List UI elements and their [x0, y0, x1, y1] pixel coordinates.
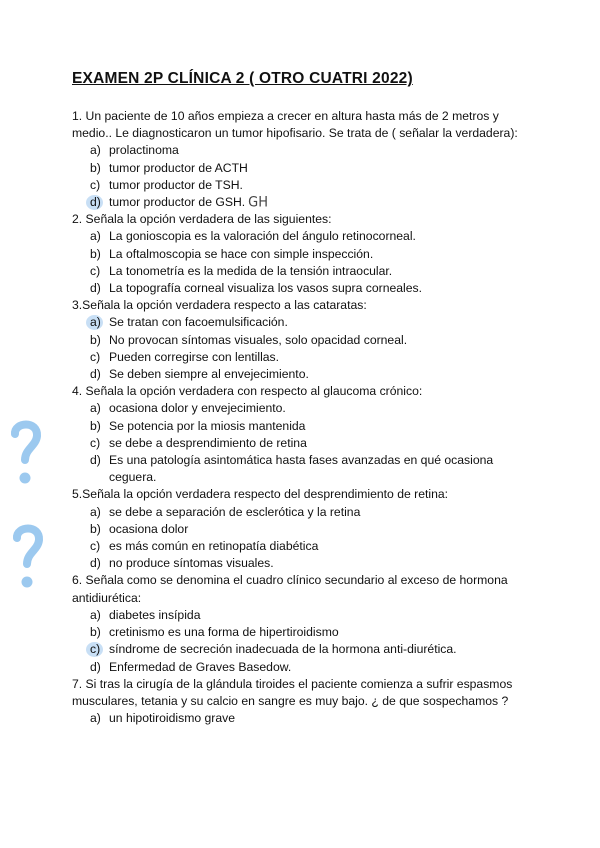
exam-body [72, 108, 532, 727]
question-5-options [72, 504, 532, 573]
question-2-options [72, 228, 532, 297]
question-3: 3.Señala la opción verdadera respecto a las cataratas: [72, 298, 367, 313]
option-3a: a) Se tratan con facoemulsificación. [72, 314, 532, 331]
question-3-options [72, 314, 532, 383]
option-2c: c) La tonometría es la medida de la tensión intraocular. [90, 263, 393, 278]
option-4c: c) se debe a desprendimiento de retina [90, 435, 307, 450]
option-1d: d) tumor productor de GSH. GH [72, 194, 532, 211]
question-4: 4. Señala la opción verdadera con respecto al glaucoma crónico: [72, 384, 423, 399]
option-4a: a) ocasiona dolor y envejecimiento. [90, 401, 286, 416]
question-7: 7. Si tras la cirugía de la glándula tiroides el paciente comienza a sufrir espasmos musculares, tetania y su calcio en sangre es muy bajo. ¿ de que sospechamos ? [72, 676, 513, 708]
option-4b: b) Se potencia por la miosis mantenida [90, 418, 306, 433]
question-mark-doodle-icon [6, 418, 46, 490]
option-2a: a) La gonioscopia es la valoración del ángulo retinocorneal. [90, 229, 416, 244]
question-1-options [72, 142, 532, 211]
option-4d: d) Es una patología asintomática hasta fases avanzadas en qué ocasiona ceguera. [90, 453, 494, 485]
option-5c: c) es más común en retinopatía diabética [90, 539, 319, 554]
option-2b: b) La oftalmoscopia se hace con simple inspección. [90, 246, 374, 261]
question-7-options [72, 710, 532, 727]
question-4-options [72, 400, 532, 486]
option-1c: c) tumor productor de TSH. [90, 177, 243, 192]
option-6d: d) Enfermedad de Graves Basedow. [90, 659, 292, 674]
option-5a: a) se debe a separación de esclerótica y la retina [90, 504, 361, 519]
question-6-options [72, 607, 532, 676]
option-5b: b) ocasiona dolor [90, 521, 189, 536]
question-2: 2. Señala la opción verdadera de las siguientes: [72, 212, 332, 227]
option-6b: b) cretinismo es una forma de hipertiroidismo [90, 625, 339, 640]
question-6: 6. Señala como se denomina el cuadro clínico secundario al exceso de hormona antidiurética: [72, 573, 508, 605]
question-mark-doodle-icon [8, 522, 48, 594]
exam-title: EXAMEN 2P CLÍNICA 2 ( OTRO CUATRI 2022) [72, 70, 413, 87]
question-1: 1. Un paciente de 10 años empieza a crecer en altura hasta más de 2 metros y medio.. Le diagnosticaron un tumor hipofisario. Se trata de ( señalar la verdadera): [72, 109, 518, 141]
option-2d: d) La topografía corneal visualiza los vasos supra corneales. [90, 281, 422, 296]
option-3d: d) Se deben siempre al envejecimiento. [90, 367, 309, 382]
option-7a: a) un hipotiroidismo grave [90, 711, 236, 726]
question-5: 5.Señala la opción verdadera respecto del desprendimiento de retina: [72, 487, 449, 502]
option-6c: c) síndrome de secreción inadecuada de la hormona anti-diurética. [72, 641, 532, 658]
option-1b: b) tumor productor de ACTH [90, 160, 248, 175]
option-1a: a) prolactinoma [90, 143, 179, 158]
option-3c: c) Pueden corregirse con lentillas. [90, 349, 280, 364]
option-3b: b) No provocan síntomas visuales, solo opacidad corneal. [90, 332, 408, 347]
option-6a: a) diabetes insípida [90, 607, 201, 622]
option-5d: d) no produce síntomas visuales. [90, 556, 274, 571]
handwritten-note: GH [248, 194, 269, 211]
